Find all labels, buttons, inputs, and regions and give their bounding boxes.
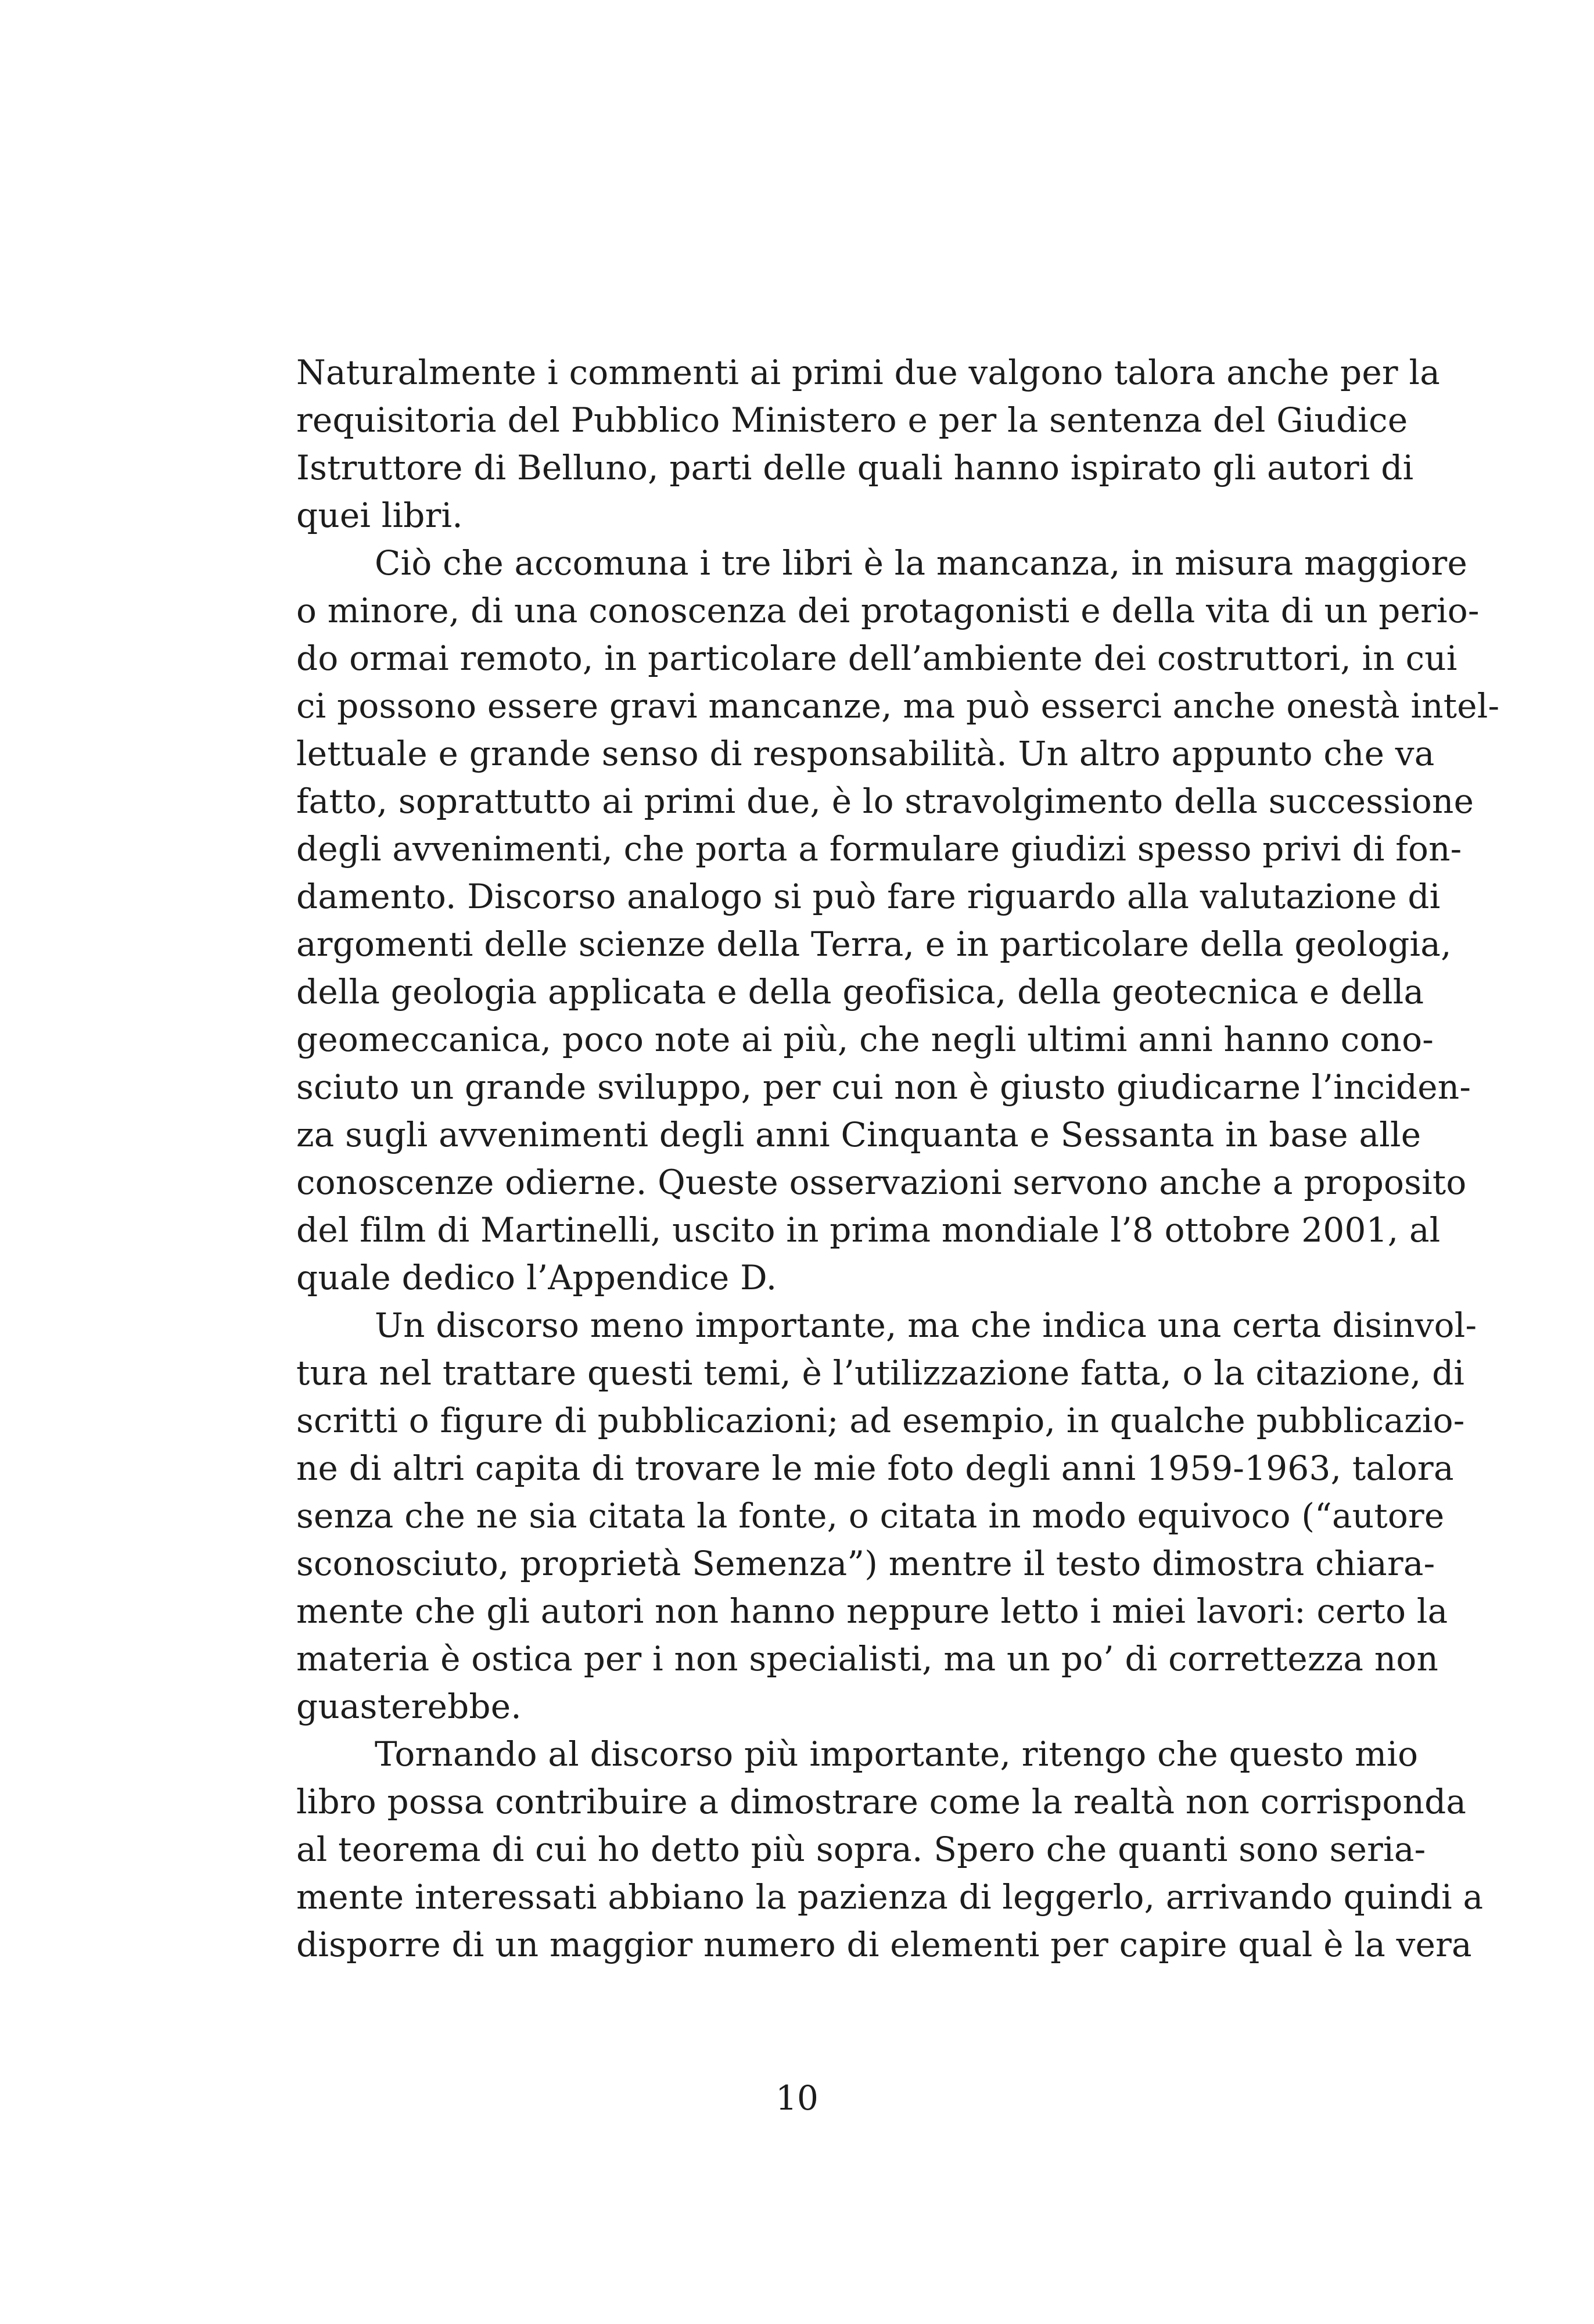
text-line: ci possono essere gravi mancanze, ma può esserci anche onestà intel-	[296, 686, 1500, 726]
text-line: della geologia applicata e della geofisica, della geotecnica e della	[296, 972, 1424, 1012]
text-line: Istruttore di Belluno, parti delle quali hanno ispirato gli autori di	[296, 448, 1414, 487]
text-line: Un discorso meno importante, ma che indica una certa disinvol-	[375, 1306, 1477, 1345]
text-line: scritti o figure di pubblicazioni; ad esempio, in qualche pubblicazio-	[296, 1401, 1465, 1440]
text-line: za sugli avvenimenti degli anni Cinquanta e Sessanta in base alle	[296, 1115, 1421, 1154]
text-line: libro possa contribuire a dimostrare come la realtà non corrisponda	[296, 1782, 1467, 1821]
text-line: quei libri.	[296, 496, 463, 535]
text-line: requisitoria del Pubblico Ministero e per la sentenza del Giudice	[296, 400, 1408, 440]
text-line: senza che ne sia citata la fonte, o citata in modo equivoco (“autore	[296, 1496, 1445, 1536]
text-line: guasterebbe.	[296, 1687, 522, 1726]
text-line: argomenti delle scienze della Terra, e in particolare della geologia,	[296, 924, 1452, 964]
text-line: do ormai remoto, in particolare dell’ambiente dei costruttori, in cui	[296, 639, 1457, 678]
text-line: sciuto un grande sviluppo, per cui non è giusto giudicarne l’inciden-	[296, 1067, 1471, 1107]
text-line: disporre di un maggior numero di elementi per capire qual è la vera	[296, 1925, 1472, 1964]
body-text	[296, 349, 1500, 1968]
text-line: quale dedico l’Appendice D.	[296, 1258, 777, 1297]
text-line: Tornando al discorso più importante, ritengo che questo mio	[375, 1734, 1419, 1774]
text-line: materia è ostica per i non specialisti, ma un po’ di correttezza non	[296, 1639, 1439, 1679]
text-line: fatto, soprattutto ai primi due, è lo stravolgimento della successione	[296, 781, 1474, 821]
text-line: mente che gli autori non hanno neppure letto i miei lavori: certo la	[296, 1591, 1448, 1631]
text-line: al teorema di cui ho detto più sopra. Spero che quanti sono seria-	[296, 1830, 1426, 1869]
text-line: lettuale e grande senso di responsabilità. Un altro appunto che va	[296, 734, 1435, 773]
text-line: tura nel trattare questi temi, è l’utilizzazione fatta, o la citazione, di	[296, 1353, 1465, 1393]
text-line: Naturalmente i commenti ai primi due valgono talora anche per la	[296, 353, 1440, 392]
text-line: Ciò che accomuna i tre libri è la mancanza, in misura maggiore	[375, 543, 1467, 583]
text-line: damento. Discorso analogo si può fare riguardo alla valutazione di	[296, 877, 1441, 916]
text-line: del film di Martinelli, uscito in prima mondiale l’8 ottobre 2001, al	[296, 1210, 1441, 1250]
text-line: ne di altri capita di trovare le mie foto degli anni 1959-1963, talora	[296, 1448, 1454, 1488]
text-line: o minore, di una conoscenza dei protagonisti e della vita di un perio-	[296, 591, 1480, 630]
text-line: conoscenze odierne. Queste osservazioni servono anche a proposito	[296, 1163, 1467, 1202]
text-line: degli avvenimenti, che porta a formulare giudizi spesso privi di fon-	[296, 829, 1462, 869]
page-number: 10	[776, 2078, 818, 2118]
text-line: geomeccanica, poco note ai più, che negli ultimi anni hanno cono-	[296, 1020, 1434, 1059]
text-line: mente interessati abbiano la pazienza di leggerlo, arrivando quindi a	[296, 1877, 1484, 1917]
text-line: sconosciuto, proprietà Semenza”) mentre il testo dimostra chiara-	[296, 1544, 1435, 1583]
